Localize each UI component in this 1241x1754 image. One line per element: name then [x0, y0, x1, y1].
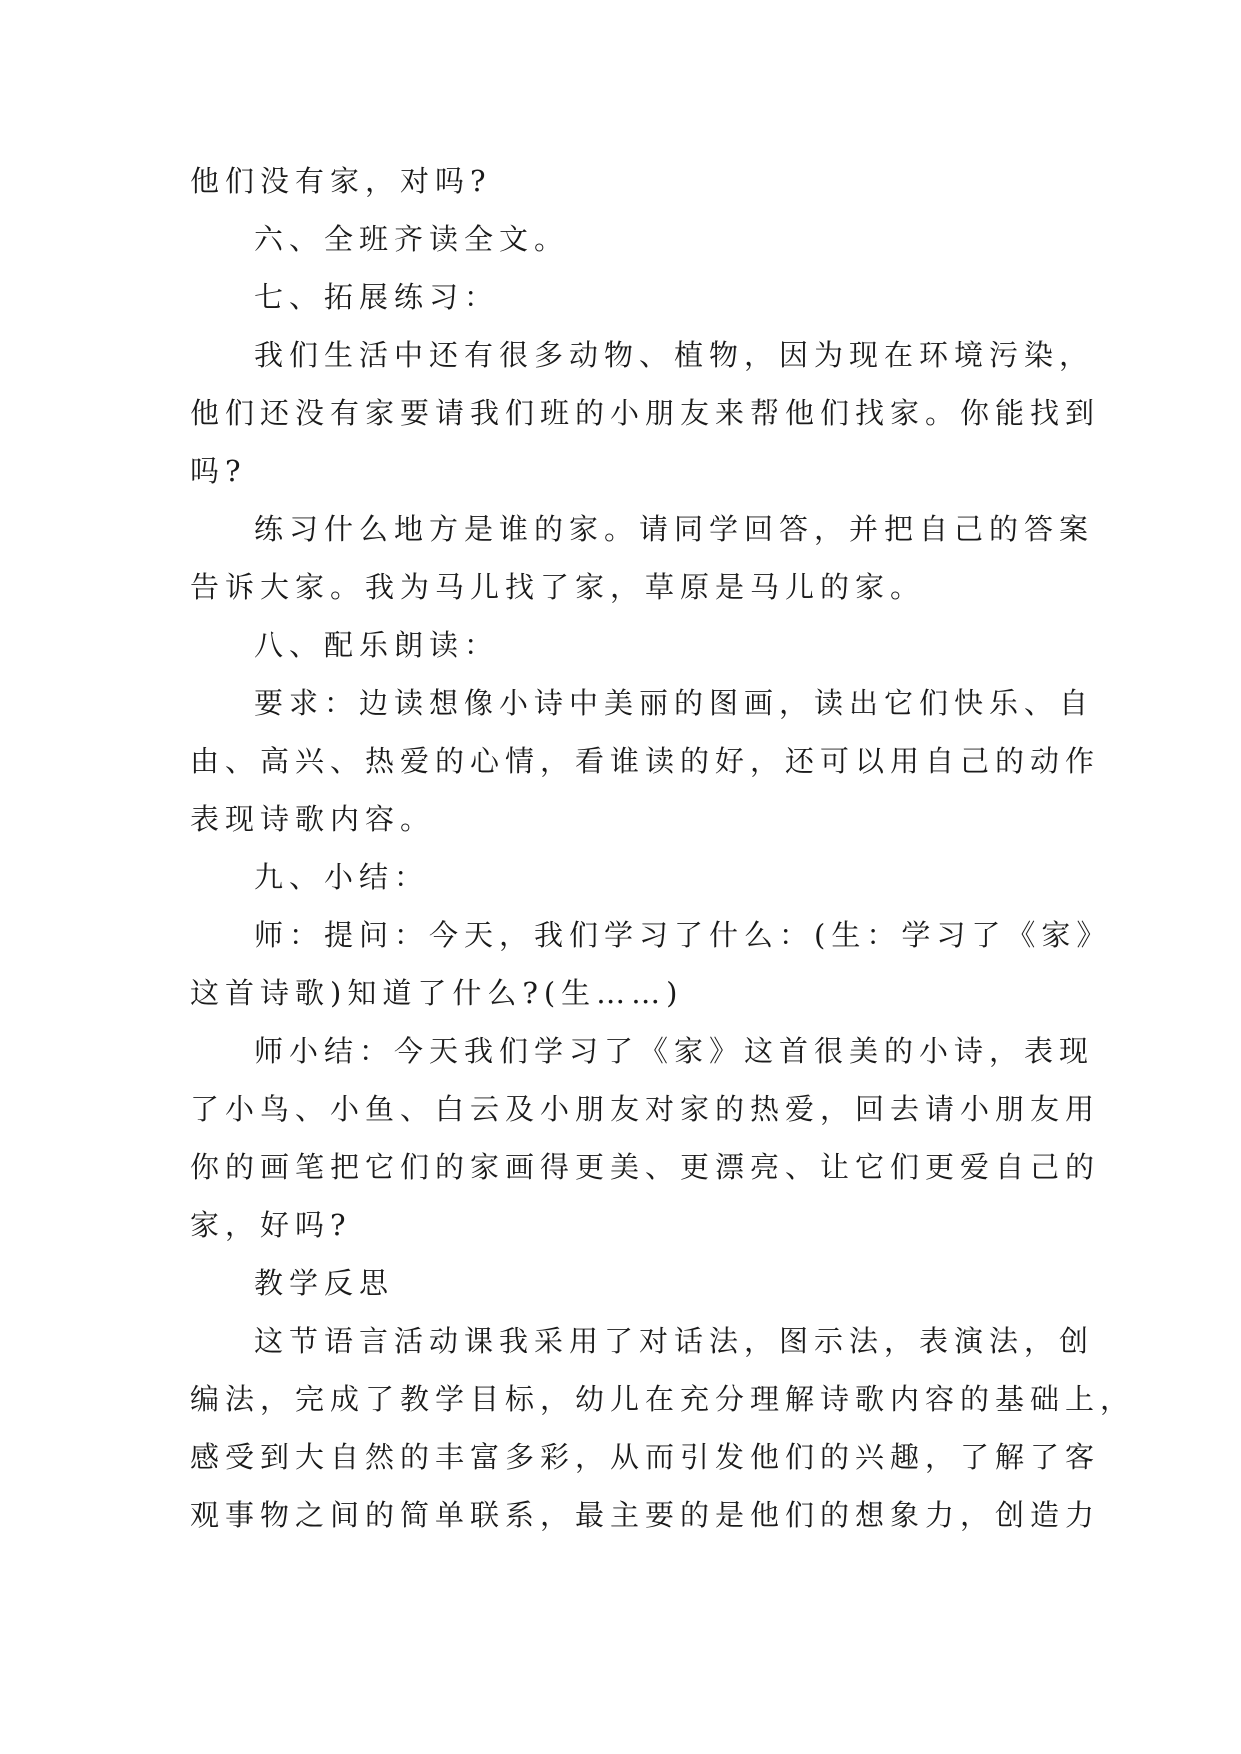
text-line: 教学反思	[254, 1266, 395, 1300]
paragraph-1	[190, 152, 1060, 210]
paragraph-7	[190, 674, 1101, 848]
text-line: 练习什么地方是谁的家。请同学回答，并把自己的答案	[254, 512, 1095, 546]
text-line: 八、配乐朗读：	[254, 628, 500, 662]
text-line: 家，好吗?	[190, 1208, 352, 1242]
text-line: 这节语言活动课我采用了对话法，图示法，表演法，创	[254, 1324, 1095, 1358]
document-body	[190, 152, 1136, 1544]
text-line: 九、小结：	[254, 860, 430, 894]
text-line: 告诉大家。我为马儿找了家，草原是马儿的家。	[190, 570, 926, 604]
paragraph-6	[190, 616, 1060, 674]
section-heading-reflection	[190, 1254, 1060, 1312]
text-line: 要求：边读想像小诗中美丽的图画，读出它们快乐、自	[254, 686, 1095, 720]
text-line: 由、高兴、热爱的心情，看谁读的好，还可以用自己的动作	[190, 744, 1101, 778]
paragraph-2	[190, 210, 1060, 268]
text-line: 他们没有家，对吗?	[190, 164, 492, 198]
paragraph-10	[190, 1022, 1101, 1254]
text-line: 这首诗歌)知道了什么?(生……)	[190, 976, 684, 1010]
paragraph-8	[190, 848, 1060, 906]
text-line: 七、拓展练习：	[254, 280, 500, 314]
paragraph-3	[190, 268, 1060, 326]
text-line: 表现诗歌内容。	[190, 802, 436, 836]
text-line: 了小鸟、小鱼、白云及小朋友对家的热爱，回去请小朋友用	[190, 1092, 1101, 1126]
paragraph-5	[190, 500, 1095, 616]
text-line: 感受到大自然的丰富多彩，从而引发他们的兴趣，了解了客	[190, 1440, 1101, 1474]
text-line: 六、全班齐读全文。	[254, 222, 570, 256]
paragraph-9	[190, 906, 1112, 1022]
text-line: 我们生活中还有很多动物、植物，因为现在环境污染，	[254, 338, 1095, 372]
text-line: 你的画笔把它们的家画得更美、更漂亮、让它们更爱自己的	[190, 1150, 1101, 1184]
text-line: 编法，完成了教学目标，幼儿在充分理解诗歌内容的基础上，	[190, 1382, 1136, 1416]
text-line: 观事物之间的简单联系，最主要的是他们的想象力，创造力	[190, 1498, 1101, 1532]
text-line: 师小结：今天我们学习了《家》这首很美的小诗，表现	[254, 1034, 1095, 1068]
paragraph-12	[190, 1312, 1136, 1544]
text-line: 吗?	[190, 454, 247, 488]
text-line: 他们还没有家要请我们班的小朋友来帮他们找家。你能找到	[190, 396, 1101, 430]
text-line: 师：提问：今天，我们学习了什么：(生：学习了《家》	[254, 918, 1112, 952]
paragraph-4	[190, 326, 1101, 500]
